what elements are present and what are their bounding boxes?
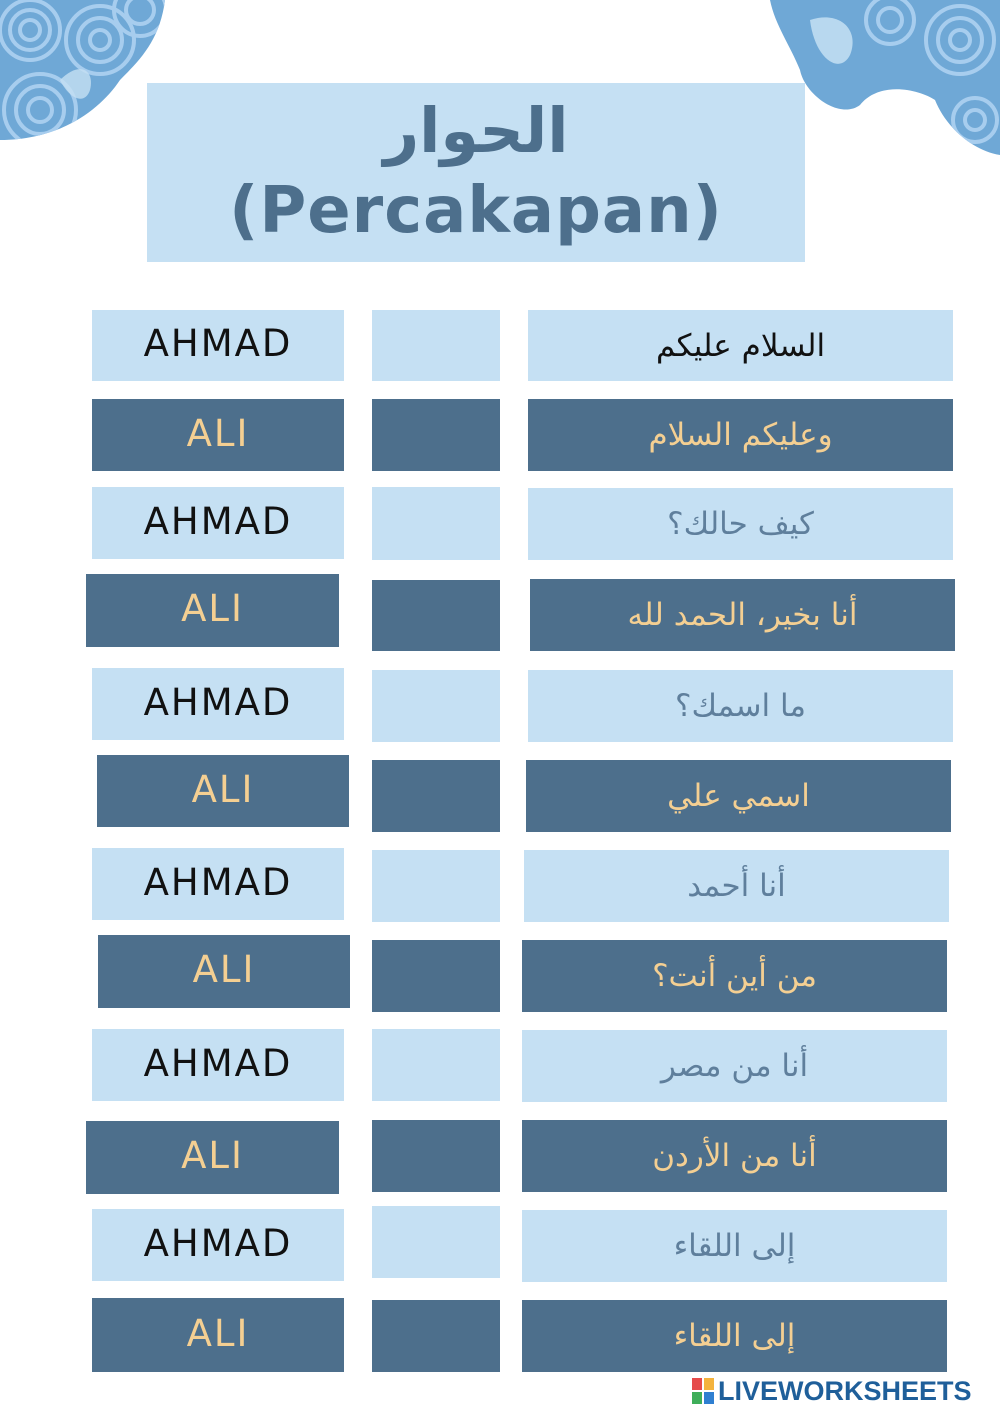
speaker-cell: ALI <box>92 399 344 471</box>
answer-box[interactable] <box>372 850 500 922</box>
dialogue-line: السلام عليكم <box>528 310 953 381</box>
answer-box[interactable] <box>372 1120 500 1192</box>
dialogue-line: ما اسمك؟ <box>528 670 953 742</box>
dialogue-line: كيف حالك؟ <box>528 488 953 560</box>
speaker-cell: AHMAD <box>92 487 344 559</box>
speaker-cell: ALI <box>86 1121 339 1194</box>
speaker-cell: ALI <box>97 755 349 827</box>
brand-name: LIVEWORKSHEETS <box>718 1375 972 1406</box>
answer-box[interactable] <box>372 399 500 471</box>
speaker-cell: AHMAD <box>92 848 344 920</box>
answer-box[interactable] <box>372 580 500 651</box>
speaker-cell: AHMAD <box>92 1029 344 1101</box>
answer-box[interactable] <box>372 310 500 381</box>
dialogue-line: أنا من مصر <box>522 1030 947 1102</box>
speaker-cell: AHMAD <box>92 668 344 740</box>
speaker-cell: AHMAD <box>92 310 344 381</box>
title-arabic: الحوار <box>383 94 569 167</box>
dialogue-line: من أين أنت؟ <box>522 940 947 1012</box>
dialogue-line: وعليكم السلام <box>528 399 953 471</box>
answer-box[interactable] <box>372 487 500 560</box>
speaker-cell: ALI <box>98 935 350 1008</box>
answer-box[interactable] <box>372 1029 500 1101</box>
answer-box[interactable] <box>372 1206 500 1278</box>
dialogue-line: أنا من الأردن <box>522 1120 947 1192</box>
dialogue-line: اسمي علي <box>526 760 951 832</box>
title-malay: (Percakapan) <box>229 174 723 248</box>
speaker-cell: ALI <box>86 574 339 647</box>
dialogue-line: أنا أحمد <box>524 850 949 922</box>
answer-box[interactable] <box>372 760 500 832</box>
liveworksheets-logo-icon <box>692 1378 714 1404</box>
swirl-decoration-top-left <box>0 0 170 145</box>
answer-box[interactable] <box>372 670 500 742</box>
liveworksheets-brand[interactable] <box>692 1374 972 1408</box>
speaker-cell: AHMAD <box>92 1209 344 1281</box>
answer-box[interactable] <box>372 1300 500 1372</box>
answer-box[interactable] <box>372 940 500 1012</box>
dialogue-line: أنا بخير، الحمد لله <box>530 579 955 651</box>
dialogue-line: إلى اللقاء <box>522 1300 947 1372</box>
speaker-cell: ALI <box>92 1298 344 1372</box>
title-box <box>147 83 805 262</box>
dialogue-line: إلى اللقاء <box>522 1210 947 1282</box>
